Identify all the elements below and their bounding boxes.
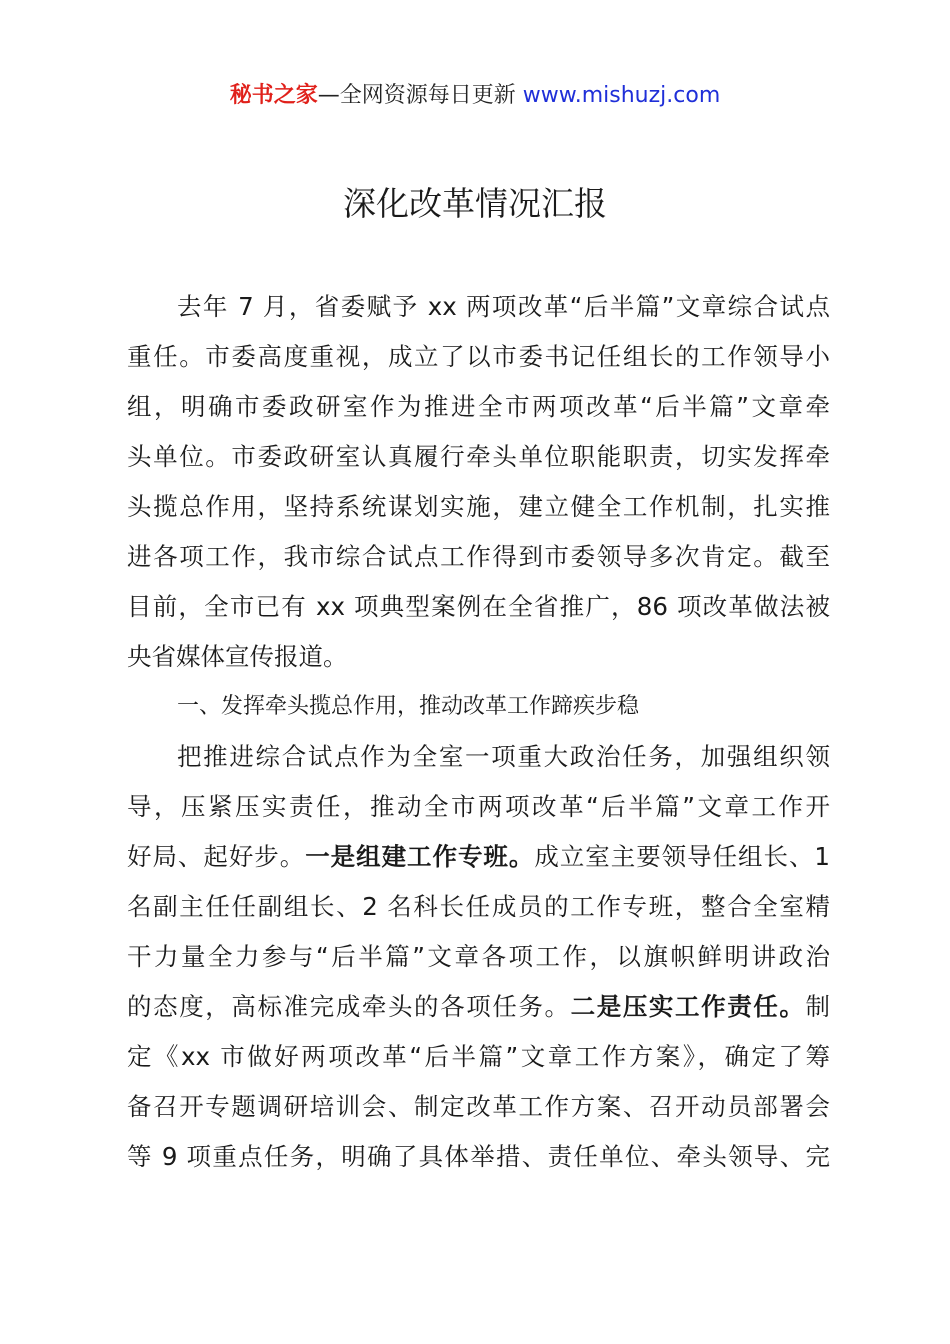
text-run: 好局、起好步。 — [127, 842, 306, 871]
text-run: 制 — [805, 992, 830, 1021]
paragraph-line: 等 9 项重点任务，明确了具体举措、责任单位、牵头领导、完 — [127, 1142, 830, 1171]
section-heading: 一、发挥牵头揽总作用，推动改革工作蹄疾步稳 — [177, 694, 640, 719]
paragraph-line: 重任。市委高度重视，成立了以市委书记任组长的工作领导小 — [127, 342, 830, 371]
paragraph-line — [127, 832, 830, 882]
site-url-link[interactable]: www.mishuzj.com — [522, 83, 721, 108]
paragraph-line: 央省媒体宣传报道。 — [127, 642, 348, 671]
paragraph-line: 定《xx 市做好两项改革“后半篇”文章工作方案》，确定了筹 — [127, 1042, 830, 1071]
paragraph-line: 去年 7 月，省委赋予 xx 两项改革“后半篇”文章综合试点 — [177, 292, 830, 321]
paragraph-line — [127, 982, 830, 1032]
site-tagline: —全网资源每日更新 — [317, 83, 523, 108]
text-run: 成立室主要领导任组长、1 — [534, 842, 830, 871]
paragraph-line: 导，压紧压实责任，推动全市两项改革“后半篇”文章工作开 — [127, 792, 830, 821]
paragraph-line: 进各项工作，我市综合试点工作得到市委领导多次肯定。截至 — [127, 542, 830, 571]
bold-key-point: 一是组建工作专班。 — [305, 842, 535, 871]
paragraph-line: 头单位。市委政研室认真履行牵头单位职能职责，切实发挥牵 — [127, 442, 830, 471]
paragraph-line: 名副主任任副组长、2 名科长任成员的工作专班，整合全室精 — [127, 892, 830, 921]
document-title: 深化改革情况汇报 — [343, 184, 607, 223]
paragraph-line: 组，明确市委政研室作为推进全市两项改革“后半篇”文章牵 — [127, 392, 830, 421]
document-body — [127, 282, 830, 1182]
site-brand: 秘书之家 — [229, 83, 318, 108]
paragraph-line: 目前，全市已有 xx 项典型案例在全省推广，86 项改革做法被 — [127, 592, 830, 621]
text-run: 的态度，高标准完成牵头的各项任务。 — [127, 992, 571, 1021]
paragraph-line: 干力量全力参与“后半篇”文章各项工作，以旗帜鲜明讲政治 — [127, 942, 830, 971]
paragraph-line: 备召开专题调研培训会、制定改革工作方案、召开动员部署会 — [127, 1092, 830, 1121]
paragraph-line: 头揽总作用，坚持系统谋划实施，建立健全工作机制，扎实推 — [127, 492, 830, 521]
bold-key-point: 二是压实工作责任。 — [570, 992, 806, 1021]
site-header — [0, 80, 950, 112]
paragraph-line: 把推进综合试点作为全室一项重大政治任务，加强组织领 — [177, 742, 830, 771]
